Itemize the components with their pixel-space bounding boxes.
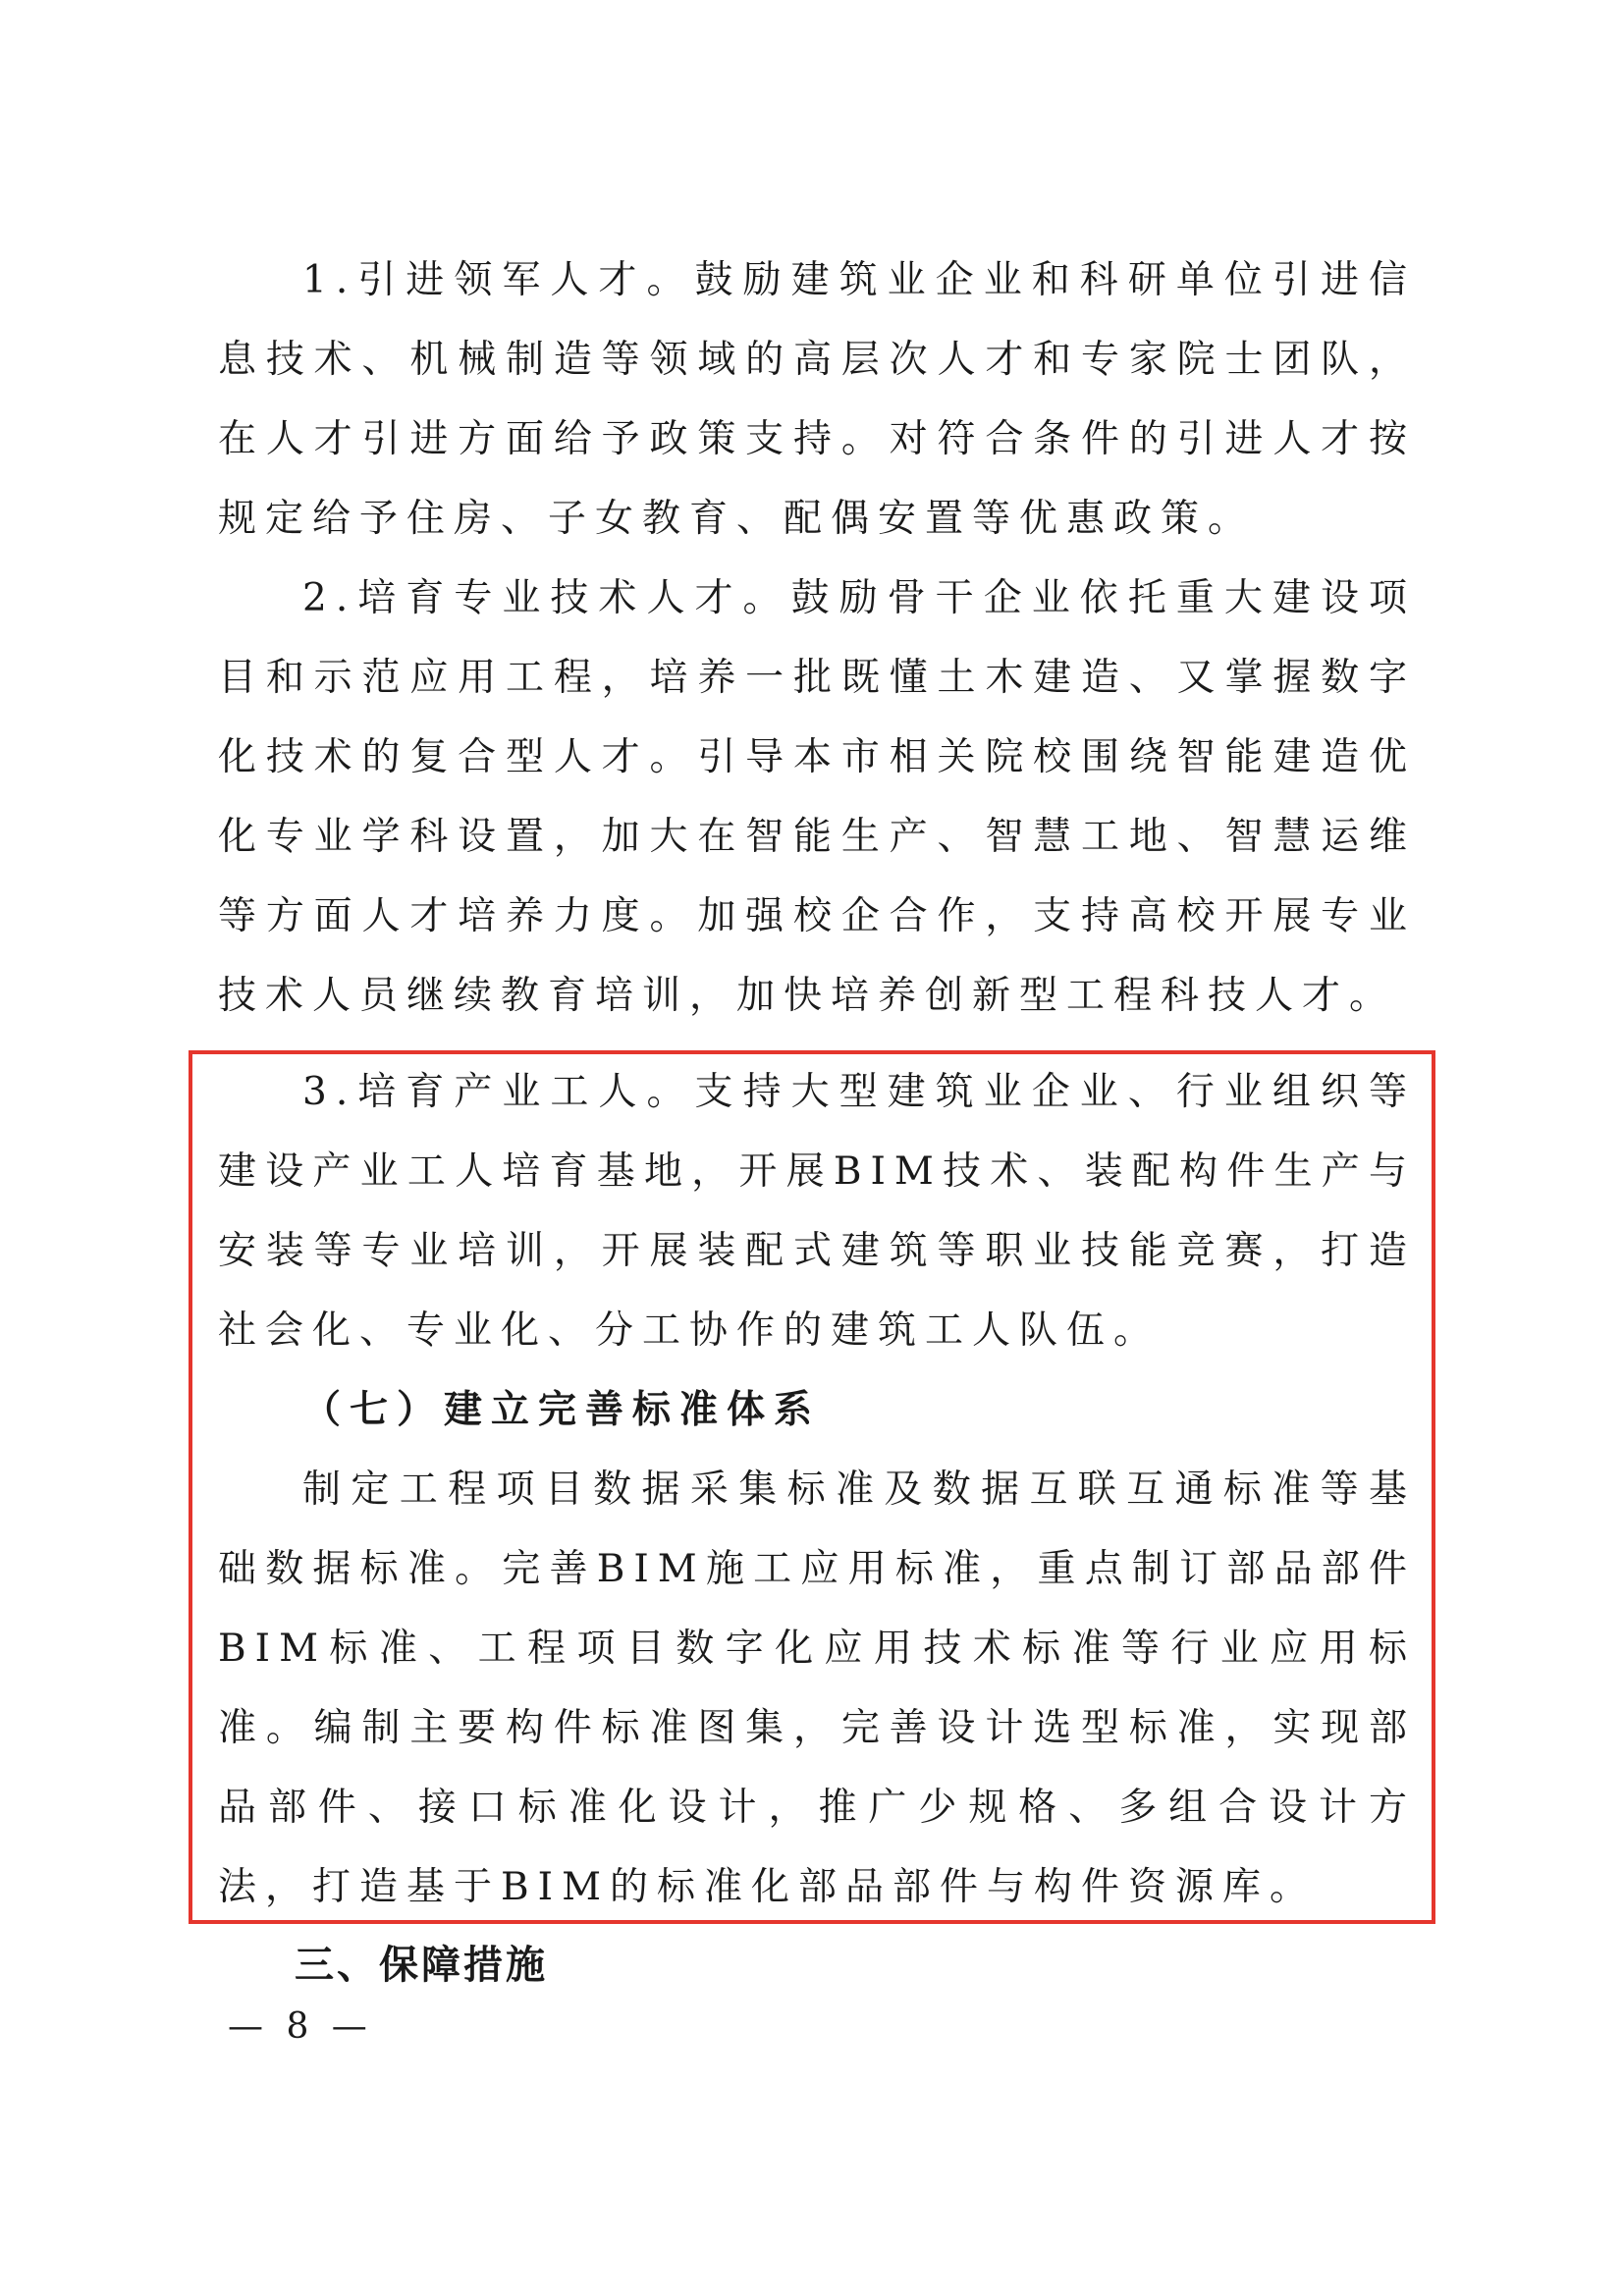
body-text-top <box>218 240 1416 1036</box>
paragraph-leading-talent: 1.引进领军人才。鼓励建筑业企业和科研单位引进信息技术、机械制造等领域的高层次人才和专家院士团队，在人才引进方面给予政策支持。对符合条件的引进人才按规定给予住房、子女教育、配偶安置等优惠政策。 <box>218 258 1416 541</box>
paragraph-technical-talent: 2.培育专业技术人才。鼓励骨干企业依托重大建设项目和示范应用工程，培养一批既懂土木建造、又掌握数字化技术的复合型人才。引导本市相关院校围绕智能建造优化专业学科设置，加大在智能生产、智慧工地、智慧运维等方面人才培养力度。加强校企合作，支持高校开展专业技术人员继续教育培训，加快培养创新型工程科技人才。 <box>218 576 1416 1018</box>
page-number: — 8 — <box>228 2006 373 2047</box>
highlighted-text <box>218 1052 1416 1927</box>
subheading-standards-system: （七）建立完善标准体系 <box>302 1387 822 1432</box>
paragraph-industrial-workers: 3.培育产业工人。支持大型建筑业企业、行业组织等建设产业工人培育基地，开展BIM技术、装配构件生产与安装等专业培训，开展装配式建筑等职业技能竞赛，打造社会化、专业化、分工协作的建筑工人队伍。 <box>218 1070 1416 1353</box>
paragraph-standards: 制定工程项目数据采集标准及数据互联互通标准等基础数据标准。完善BIM施工应用标准，重点制订部品部件BIM标准、工程项目数字化应用技术标准等行业应用标准。编制主要构件标准图集，完善设计选型标准，实现部品部件、接口标准化设计，推广少规格、多组合设计方法，打造基于BIM的标准化部品部件与构件资源库。 <box>218 1468 1416 1909</box>
section-heading-safeguards: 三、保障措施 <box>295 1943 548 1988</box>
